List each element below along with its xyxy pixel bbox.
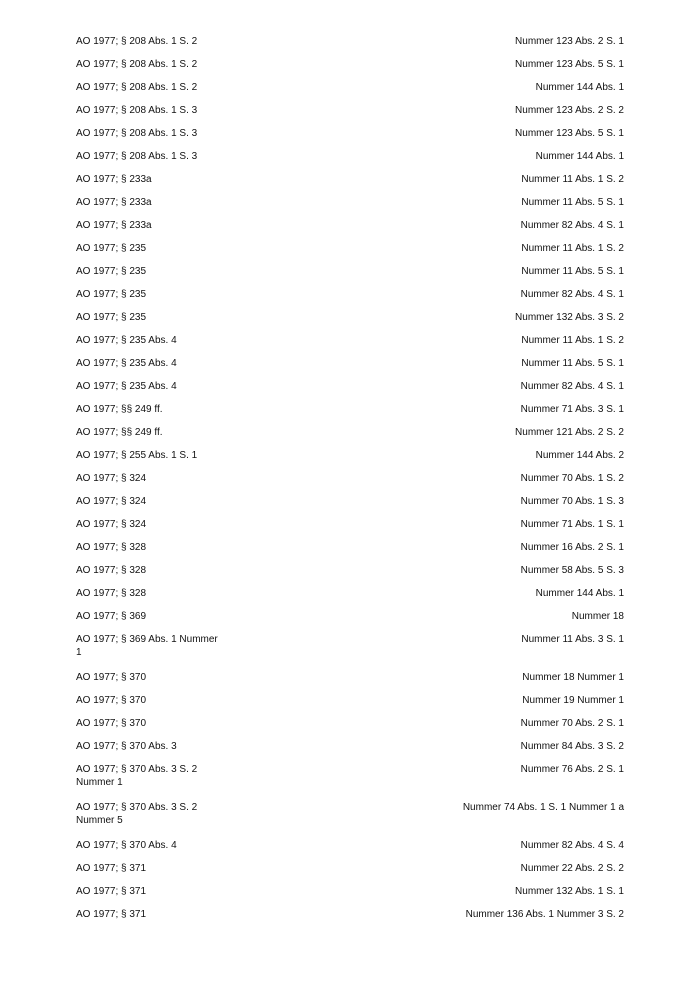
index-entry: [76, 801, 624, 839]
guideline-reference: Nummer 123 Abs. 2 S. 1: [515, 36, 624, 47]
index-entry: [76, 587, 624, 610]
statute-reference: AO 1977; § 235: [76, 312, 147, 323]
statute-reference: AO 1977; §§ 249 ff.: [76, 404, 163, 415]
statute-reference: AO 1977; § 235 Abs. 4: [76, 381, 177, 392]
index-entry: [76, 671, 624, 694]
statute-reference: AO 1977; § 255 Abs. 1 S. 1: [76, 450, 198, 461]
index-entry: [76, 885, 624, 908]
guideline-reference: Nummer 144 Abs. 1: [535, 588, 624, 599]
statute-reference: AO 1977; §§ 249 ff.: [76, 427, 163, 438]
guideline-reference: Nummer 19 Nummer 1: [522, 695, 624, 706]
guideline-reference: Nummer 11 Abs. 1 S. 2: [521, 174, 624, 185]
statute-reference: AO 1977; § 371: [76, 863, 147, 874]
statute-reference: AO 1977; § 235: [76, 243, 147, 254]
guideline-reference: Nummer 11 Abs. 5 S. 1: [521, 266, 624, 277]
guideline-reference: Nummer 11 Abs. 5 S. 1: [521, 358, 624, 369]
statute-reference: AO 1977; § 371: [76, 886, 147, 897]
guideline-reference: Nummer 123 Abs. 2 S. 2: [515, 105, 624, 116]
index-entry: [76, 403, 624, 426]
index-entry: [76, 839, 624, 862]
guideline-reference: Nummer 82 Abs. 4 S. 4: [520, 840, 624, 851]
statute-reference: AO 1977; § 370: [76, 695, 147, 706]
statute-reference: AO 1977; § 370: [76, 672, 147, 683]
guideline-reference: Nummer 121 Abs. 2 S. 2: [515, 427, 624, 438]
index-entry: [76, 740, 624, 763]
statute-reference: AO 1977; § 328: [76, 565, 147, 576]
guideline-reference: Nummer 16 Abs. 2 S. 1: [520, 542, 624, 553]
statute-reference: AO 1977; § 235: [76, 266, 147, 277]
index-entry: [76, 265, 624, 288]
index-entry: [76, 633, 624, 671]
guideline-reference: Nummer 18 Nummer 1: [522, 672, 624, 683]
guideline-reference: Nummer 74 Abs. 1 S. 1 Nummer 1 a: [462, 802, 624, 813]
statute-reference: AO 1977; § 370 Abs. 3 S. 2 Nummer 5: [76, 802, 198, 826]
index-entry: [76, 564, 624, 587]
guideline-reference: Nummer 70 Abs. 1 S. 2: [520, 473, 624, 484]
index-entry: [76, 288, 624, 311]
index-entry: [76, 717, 624, 740]
index-entry: [76, 35, 624, 58]
index-entry: [76, 449, 624, 472]
statute-reference: AO 1977; § 208 Abs. 1 S. 2: [76, 82, 198, 93]
guideline-reference: Nummer 76 Abs. 2 S. 1: [520, 764, 624, 775]
statute-reference: AO 1977; § 370 Abs. 3: [76, 741, 177, 752]
statute-reference: AO 1977; § 370 Abs. 3 S. 2 Nummer 1: [76, 764, 198, 788]
statute-reference: AO 1977; § 324: [76, 496, 147, 507]
index-entry: [76, 541, 624, 564]
index-entry: [76, 357, 624, 380]
guideline-reference: Nummer 11 Abs. 3 S. 1: [521, 634, 624, 645]
guideline-reference: Nummer 123 Abs. 5 S. 1: [515, 128, 624, 139]
index-entry: [76, 150, 624, 173]
index-entry: [76, 518, 624, 541]
statute-reference: AO 1977; § 235 Abs. 4: [76, 335, 177, 346]
guideline-reference: Nummer 123 Abs. 5 S. 1: [515, 59, 624, 70]
index-entry: [76, 426, 624, 449]
statute-reference: AO 1977; § 324: [76, 519, 147, 530]
guideline-reference: Nummer 70 Abs. 1 S. 3: [520, 496, 624, 507]
statute-reference: AO 1977; § 208 Abs. 1 S. 2: [76, 59, 198, 70]
statute-reference: AO 1977; § 369 Abs. 1 Nummer 1: [76, 634, 218, 658]
index-entry: [76, 908, 624, 931]
guideline-reference: Nummer 144 Abs. 2: [535, 450, 624, 461]
guideline-reference: Nummer 11 Abs. 1 S. 2: [521, 335, 624, 346]
statute-reference: AO 1977; § 235: [76, 289, 147, 300]
guideline-reference: Nummer 82 Abs. 4 S. 1: [520, 381, 624, 392]
statute-reference: AO 1977; § 208 Abs. 1 S. 3: [76, 128, 198, 139]
guideline-reference: Nummer 132 Abs. 3 S. 2: [515, 312, 624, 323]
statute-reference: AO 1977; § 208 Abs. 1 S. 3: [76, 105, 198, 116]
index-entry: [76, 334, 624, 357]
statute-reference: AO 1977; § 233a: [76, 220, 152, 231]
guideline-reference: Nummer 82 Abs. 4 S. 1: [520, 220, 624, 231]
statute-reference: AO 1977; § 324: [76, 473, 147, 484]
guideline-reference: Nummer 70 Abs. 2 S. 1: [520, 718, 624, 729]
guideline-reference: Nummer 84 Abs. 3 S. 2: [520, 741, 624, 752]
statute-reference: AO 1977; § 233a: [76, 197, 152, 208]
guideline-reference: Nummer 82 Abs. 4 S. 1: [520, 289, 624, 300]
index-entry: [76, 104, 624, 127]
index-entry: [76, 173, 624, 196]
guideline-reference: Nummer 132 Abs. 1 S. 1: [515, 886, 624, 897]
index-entry: [76, 380, 624, 403]
guideline-reference: Nummer 58 Abs. 5 S. 3: [520, 565, 624, 576]
index-entry: [76, 311, 624, 334]
index-entry: [76, 219, 624, 242]
statute-reference: AO 1977; § 208 Abs. 1 S. 3: [76, 151, 198, 162]
statute-reference: AO 1977; § 369: [76, 611, 147, 622]
index-entry: [76, 495, 624, 518]
index-entry: [76, 196, 624, 219]
index-entry: [76, 610, 624, 633]
guideline-reference: Nummer 22 Abs. 2 S. 2: [520, 863, 624, 874]
statute-reference: AO 1977; § 370 Abs. 4: [76, 840, 177, 851]
guideline-reference: Nummer 11 Abs. 1 S. 2: [521, 243, 624, 254]
index-entry: [76, 472, 624, 495]
index-entry: [76, 763, 624, 801]
statute-reference: AO 1977; § 235 Abs. 4: [76, 358, 177, 369]
statute-reference: AO 1977; § 328: [76, 588, 147, 599]
index-entry: [76, 862, 624, 885]
index-list: [76, 35, 624, 931]
statute-reference: AO 1977; § 370: [76, 718, 147, 729]
guideline-reference: Nummer 136 Abs. 1 Nummer 3 S. 2: [465, 909, 624, 920]
guideline-reference: Nummer 18: [571, 611, 624, 622]
index-entry: [76, 58, 624, 81]
index-entry: [76, 242, 624, 265]
statute-reference: AO 1977; § 371: [76, 909, 147, 920]
index-entry: [76, 694, 624, 717]
statute-reference: AO 1977; § 328: [76, 542, 147, 553]
statute-reference: AO 1977; § 233a: [76, 174, 152, 185]
statute-reference: AO 1977; § 208 Abs. 1 S. 2: [76, 36, 198, 47]
index-entry: [76, 81, 624, 104]
guideline-reference: Nummer 144 Abs. 1: [535, 151, 624, 162]
index-entry: [76, 127, 624, 150]
guideline-reference: Nummer 11 Abs. 5 S. 1: [521, 197, 624, 208]
guideline-reference: Nummer 71 Abs. 1 S. 1: [520, 519, 624, 530]
guideline-reference: Nummer 71 Abs. 3 S. 1: [520, 404, 624, 415]
guideline-reference: Nummer 144 Abs. 1: [535, 82, 624, 93]
